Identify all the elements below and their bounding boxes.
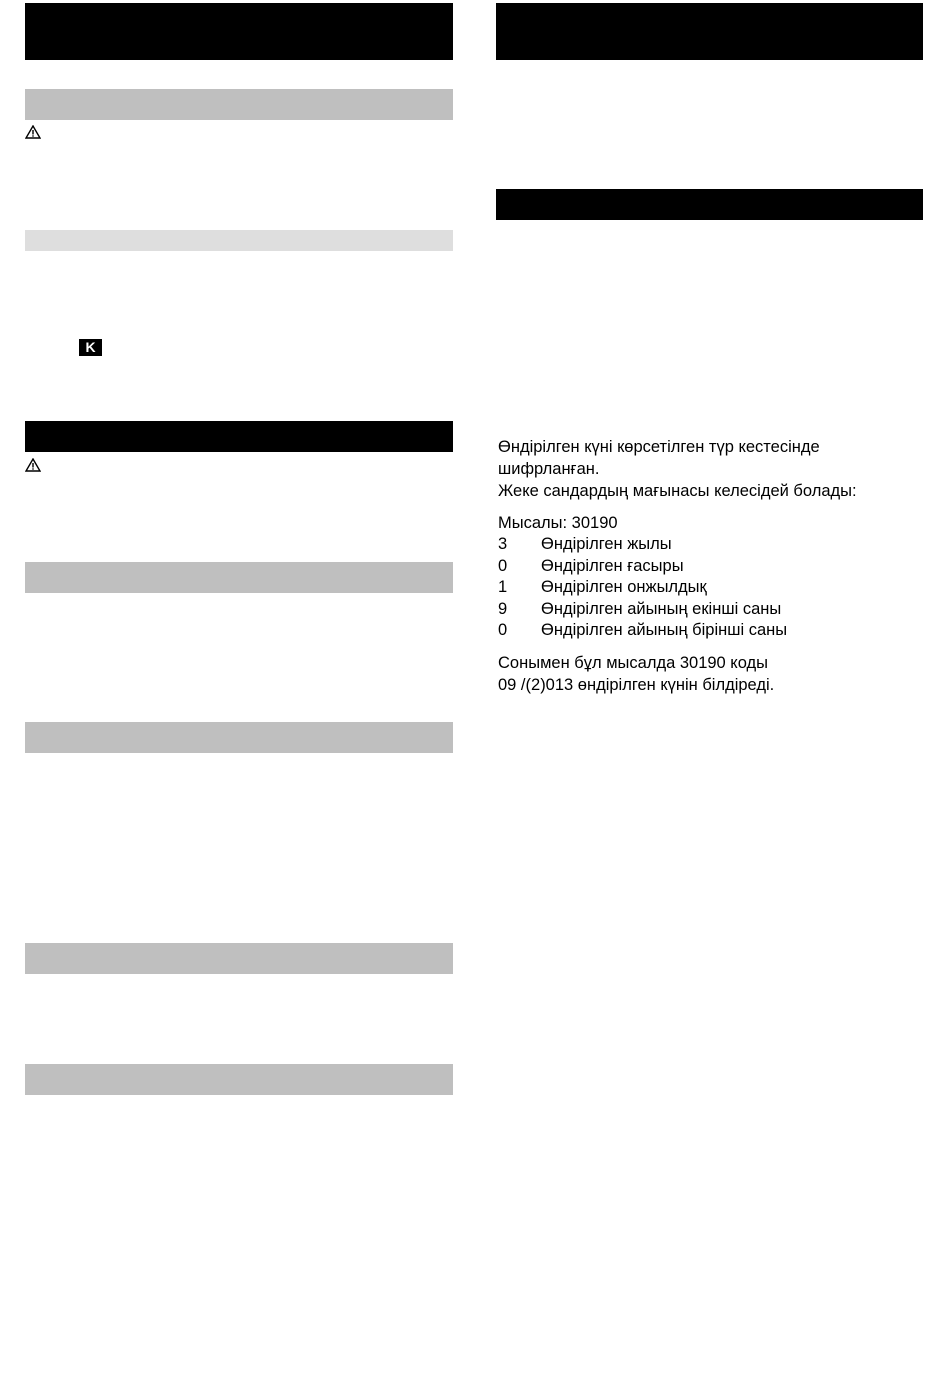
digit-meaning: Өндірілген айының бірінші саны — [541, 621, 788, 639]
digit: 3 — [498, 535, 508, 553]
example-label: Мысалы: 30190 — [498, 514, 618, 532]
subsection-header-bar — [25, 230, 453, 251]
section-header-bar — [25, 421, 453, 452]
conclusion-line: Сонымен бұл мысалда 30190 коды — [498, 654, 769, 672]
paragraph-line: Өндірілген күні көрсетілген түр кестесінде — [498, 438, 820, 456]
paragraph-line: Жеке сандардың мағынасы келесідей болады: — [498, 482, 857, 500]
digit: 0 — [498, 621, 508, 639]
conclusion-line: 09 /(2)013 өндірілген күнін білдіреді. — [498, 676, 775, 694]
digit-meaning: Өндірілген онжылдық — [541, 578, 707, 596]
digit: 0 — [498, 557, 508, 575]
subsection-header-bar — [25, 943, 453, 974]
section-header-bar — [496, 3, 923, 60]
list-item — [498, 599, 781, 621]
list-item — [498, 577, 707, 599]
subsection-header-bar — [25, 89, 453, 120]
warning-triangle-icon — [25, 125, 41, 139]
digit-meaning: Өндірілген жылы — [541, 535, 672, 553]
list-item — [498, 620, 787, 642]
warning-triangle-icon — [25, 458, 41, 472]
digit-meaning: Өндірілген ғасыры — [541, 557, 684, 575]
list-item — [498, 534, 672, 556]
subsection-header-bar — [25, 562, 453, 593]
digit: 1 — [498, 578, 508, 596]
list-item — [498, 556, 684, 578]
digit: 9 — [498, 600, 508, 618]
subsection-header-bar — [25, 722, 453, 753]
section-header-bar — [25, 3, 453, 60]
digit-meaning: Өндірілген айының екінші саны — [541, 600, 782, 618]
k-badge: K — [79, 339, 102, 356]
paragraph-line: шифрланған. — [498, 460, 600, 478]
section-header-bar — [496, 189, 923, 220]
subsection-header-bar — [25, 1064, 453, 1095]
